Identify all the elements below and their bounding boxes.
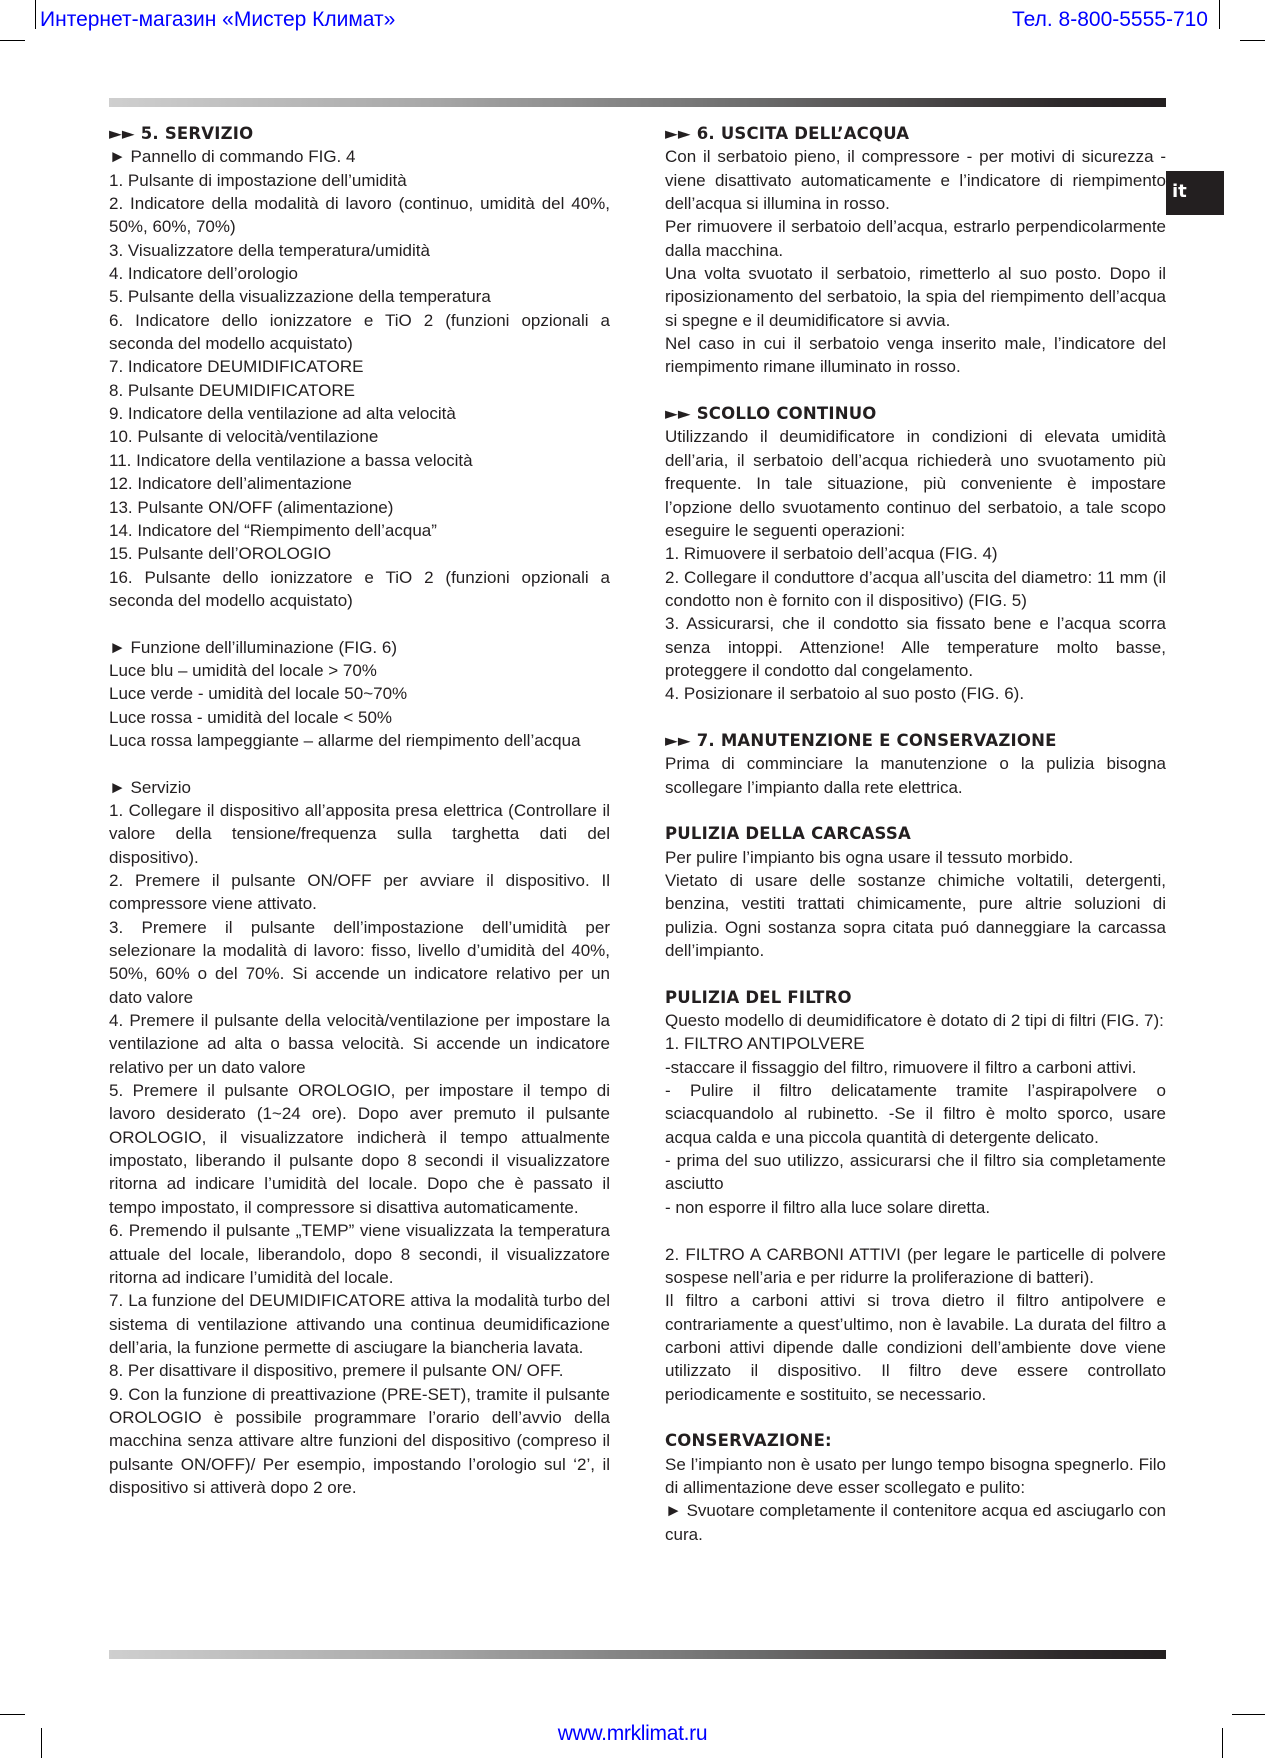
paragraph: 3. Premere il pulsante dell’impostazione dell’umidità per selezionare la modalità di lavoro: fisso, livello d’umidità del 40%, 50%, 60% o del 70%. Si accende un indicatore relativo per un dato valore xyxy=(109,917,610,1007)
paragraph: - Pulire il filtro delicatamente tramite l’aspirapolvere o sciacquandolo al rubinetto. -Se il filtro è molto sporco, usare acqua calda e una piccola quantità di detergente delicato. xyxy=(665,1081,1166,1147)
paragraph: Nel caso in cui il serbatoio venga inserito male, l’indicatore del riempimento rimane illuminato in rosso. xyxy=(665,334,1166,377)
paragraph: 9. Con la funzione di preattivazione (PRE-SET), tramite il pulsante OROLOGIO è possibile programmare l’orario dell’avvio della macchina senza attivare altre funzioni del dispositivo (compreso il pulsante ON/OFF)/ Per esempio, impostando l’orologio sul ‘2’, il dispositivo si attiverà dopo 2 ore. xyxy=(109,1384,610,1497)
spacer xyxy=(109,612,610,635)
paragraph: - non esporre il filtro alla luce solare diretta. xyxy=(665,1197,991,1217)
paragraph: Prima di comminciare la manutenzione o la pulizia bisogna scollegare l’impianto dalla rete elettrica. xyxy=(665,754,1166,797)
paragraph: Se l’impianto non è usato per lungo tempo bisogna spegnerlo. Filo di allimentazione deve esser scollegato e pulito: xyxy=(665,1454,1166,1497)
paragraph: 12. Indicatore dell’alimentazione xyxy=(109,474,352,494)
spacer xyxy=(665,379,1166,402)
spacer xyxy=(665,1406,1166,1429)
bottom-divider-bar xyxy=(109,1650,1166,1659)
paragraph: 6. Premendo il pulsante „TEMP” viene visualizzata la temperatura attuale del locale, liberandolo, dopo 8 secondi, il visualizzatore ritorna ad indicare l’umidità del locale. xyxy=(109,1221,610,1287)
paragraph: Luce rossa - umidità del locale < 50% xyxy=(109,707,393,727)
paragraph: Questo modello di deumidificatore è dotato di 2 tipi di filtri (FIG. 7): xyxy=(665,1011,1164,1031)
spacer xyxy=(665,706,1166,729)
paragraph: Con il serbatoio pieno, il compressore - per motivi di sicurezza - viene disattivato automaticamente e l’indicatore di riempimento dell’acqua si illumina in rosso. xyxy=(665,147,1166,214)
phone-link[interactable]: Тел. 8-800-5555-710 xyxy=(1011,8,1208,31)
paragraph: Luca rossa lampeggiante – allarme del riempimento dell’acqua xyxy=(109,730,581,750)
website-link[interactable]: www.mrklimat.ru xyxy=(557,1722,708,1745)
paragraph: Per pulire l’impianto bis ogna usare il tessuto morbido. xyxy=(665,847,1074,867)
paragraph: Luce blu – umidità del locale > 70% xyxy=(109,660,377,680)
paragraph: Una volta svuotato il serbatoio, rimetterlo al suo posto. Dopo il riposizionamento del serbatoio, la spia del riempimento dell’acqua si spegne e il deumidificatore si avvia. xyxy=(665,264,1166,330)
paragraph: 1. Pulsante di impostazione dell’umidità xyxy=(109,170,407,190)
paragraph: 11. Indicatore della ventilazione a bassa velocità xyxy=(109,450,473,470)
section-heading: ►► 5. SERVIZIO xyxy=(109,124,254,143)
paragraph: 3. Visualizzatore della temperatura/umidità xyxy=(109,240,430,260)
spacer xyxy=(665,1219,1166,1242)
paragraph: 7. La funzione del DEUMIDIFICATORE attiva la modalità turbo del sistema di ventilazione attivando una continua deumidificazione dell’aria, la funzione permette di asciugare la biancheria lavata. xyxy=(109,1291,610,1357)
paragraph: 1. FILTRO ANTIPOLVERE xyxy=(665,1034,865,1054)
paragraph: 4. Indicatore dell’orologio xyxy=(109,264,299,284)
paragraph: 14. Indicatore del “Riempimento dell’acqua” xyxy=(109,520,437,540)
crop-mark xyxy=(35,0,36,29)
crop-mark xyxy=(1219,0,1220,29)
paragraph: 3. Assicurarsi, che il condotto sia fissato bene e l’acqua scorra senza intoppi. Attenzione! Alle temperature molto basse, proteggere il condotto dal congelamento. xyxy=(665,614,1166,680)
paragraph: 4. Premere il pulsante della velocità/ventilazione per impostare la ventilazione ad alta o bassa velocità. Si accende un indicatore relativo per un dato valore xyxy=(109,1011,610,1077)
paragraph: ► Svuotare completamente il contenitore acqua ed asciugarlo con cura. xyxy=(665,1501,1166,1544)
spacer xyxy=(665,799,1166,822)
paragraph: 4. Posizionare il serbatoio al suo posto (FIG. 6). xyxy=(665,684,1025,704)
section-heading: PULIZIA DEL FILTRO xyxy=(665,987,852,1007)
section-heading: CONSERVAZIONE: xyxy=(665,1431,832,1451)
paragraph: Per rimuovere il serbatoio dell’acqua, estrarlo perpendicolarmente dalla macchina. xyxy=(665,217,1166,260)
spacer xyxy=(665,962,1166,985)
paragraph: - prima del suo utilizzo, assicurarsi che il filtro sia completamente asciutto xyxy=(665,1151,1166,1194)
spacer xyxy=(109,752,610,775)
paragraph: ► Funzione dell’illuminazione (FIG. 6) xyxy=(109,637,397,657)
paragraph: ► Pannello di commando FIG. 4 xyxy=(109,147,356,167)
paragraph: 16. Pulsante dello ionizzatore e TiO 2 (funzioni opzionali a seconda del modello acquistato) xyxy=(109,567,610,610)
top-divider-bar xyxy=(109,98,1166,107)
paragraph: 15. Pulsante dell’OROLOGIO xyxy=(109,544,332,564)
paragraph: 10. Pulsante di velocità/ventilazione xyxy=(109,427,379,447)
paragraph: Utilizzando il deumidificatore in condizioni di elevata umidità dell’aria, il serbatoio dell’acqua richiederà uno svuotamento più frequente. In tale situazione, più conveniente è impostare l’opzione dello svuotamento continuo del serbatoio, a tale scopo eseguire le seguenti operazioni: xyxy=(665,427,1166,540)
paragraph: 13. Pulsante ON/OFF (alimentazione) xyxy=(109,497,394,517)
paragraph: 5. Premere il pulsante OROLOGIO, per impostare il tempo di lavoro desiderato (1~24 ore). Dopo aver premuto il pulsante OROLOGIO, il visualizzatore indicherà il tempo attualmente impostato, liberando il pulsante dopo 8 secondi il visualizzatore ritorna ad indicare l’umidità del locale. Dopo che è passato il tempo impostato, il compressore si disattiva automaticamente. xyxy=(109,1081,610,1217)
paragraph: 8. Pulsante DEUMIDIFICATORE xyxy=(109,380,355,400)
paragraph: 2. Indicatore della modalità di lavoro (continuo, umidità del 40%, 50%, 60%, 70%) xyxy=(109,194,610,237)
crop-mark xyxy=(0,40,25,41)
paragraph: 8. Per disattivare il dispositivo, premere il pulsante ON/ OFF. xyxy=(109,1361,564,1381)
paragraph: 6. Indicatore dello ionizzatore e TiO 2 (funzioni opzionali a seconda del modello acquistato) xyxy=(109,310,610,354)
section-heading: ►► 7. MANUTENZIONE E CONSERVAZIONE xyxy=(665,730,1057,750)
paragraph: 2. FILTRO A CARBONI ATTIVI (per legare le particelle di polvere sospese nell’aria e per ridurre la proliferazione di batteri). xyxy=(665,1244,1166,1287)
left-column xyxy=(109,122,610,1499)
store-name-link[interactable]: Интернет-магазин «Мистер Климат» xyxy=(40,8,396,31)
paragraph: -staccare il fissaggio del filtro, rimuovere il filtro a carboni attivi. xyxy=(665,1057,1137,1077)
section-heading: ►► 6. USCITA DELL’ACQUA xyxy=(665,124,910,143)
paragraph: 2. Collegare il conduttore d’acqua all’uscita del diametro: 11 mm (il condotto non è fornito con il dispositivo) (FIG. 5) xyxy=(665,567,1166,610)
crop-mark xyxy=(1232,1714,1265,1715)
section-heading: ►► SCOLLO CONTINUO xyxy=(665,404,877,424)
paragraph: 7. Indicatore DEUMIDIFICATORE xyxy=(109,357,364,377)
paragraph: 1. Rimuovere il serbatoio dell’acqua (FIG. 4) xyxy=(665,544,998,564)
paragraph: 1. Collegare il dispositivo all’apposita presa elettrica (Controllare il valore della tensione/frequenza sulla targhetta dati del dispositivo). xyxy=(109,800,610,867)
paragraph: ► Servizio xyxy=(109,777,192,797)
paragraph: 5. Pulsante della visualizzazione della temperatura xyxy=(109,287,491,307)
right-column xyxy=(665,122,1166,1546)
paragraph: 2. Premere il pulsante ON/OFF per avviare il dispositivo. Il compressore viene attivato. xyxy=(109,871,610,914)
crop-mark xyxy=(1240,40,1265,41)
paragraph: Luce verde - umidità del locale 50~70% xyxy=(109,684,408,704)
section-heading: PULIZIA DELLA CARCASSA xyxy=(665,824,911,844)
paragraph: Vietato di usare delle sostanze chimiche voltatili, detergenti, benzina, vestiti trattati chimicamente, pure altrie soluzioni di pulizia. Ogni sostanza sopra citata puó danneggiare la carcassa dell’impianto. xyxy=(665,871,1166,961)
crop-mark xyxy=(0,1714,25,1715)
language-tab: it xyxy=(1166,171,1224,215)
paragraph: 9. Indicatore della ventilazione ad alta velocità xyxy=(109,404,456,424)
paragraph: Il filtro a carboni attivi si trova dietro il filtro antipolvere e contrariamente a quest’ultimo, non è lavabile. La durata del filtro a carboni attivi dipende dalle condizioni dell’ambiente dove viene utilizzato il dispositivo. Il filtro deve essere controllato periodicamente e sostituito, se necessario. xyxy=(665,1291,1166,1404)
